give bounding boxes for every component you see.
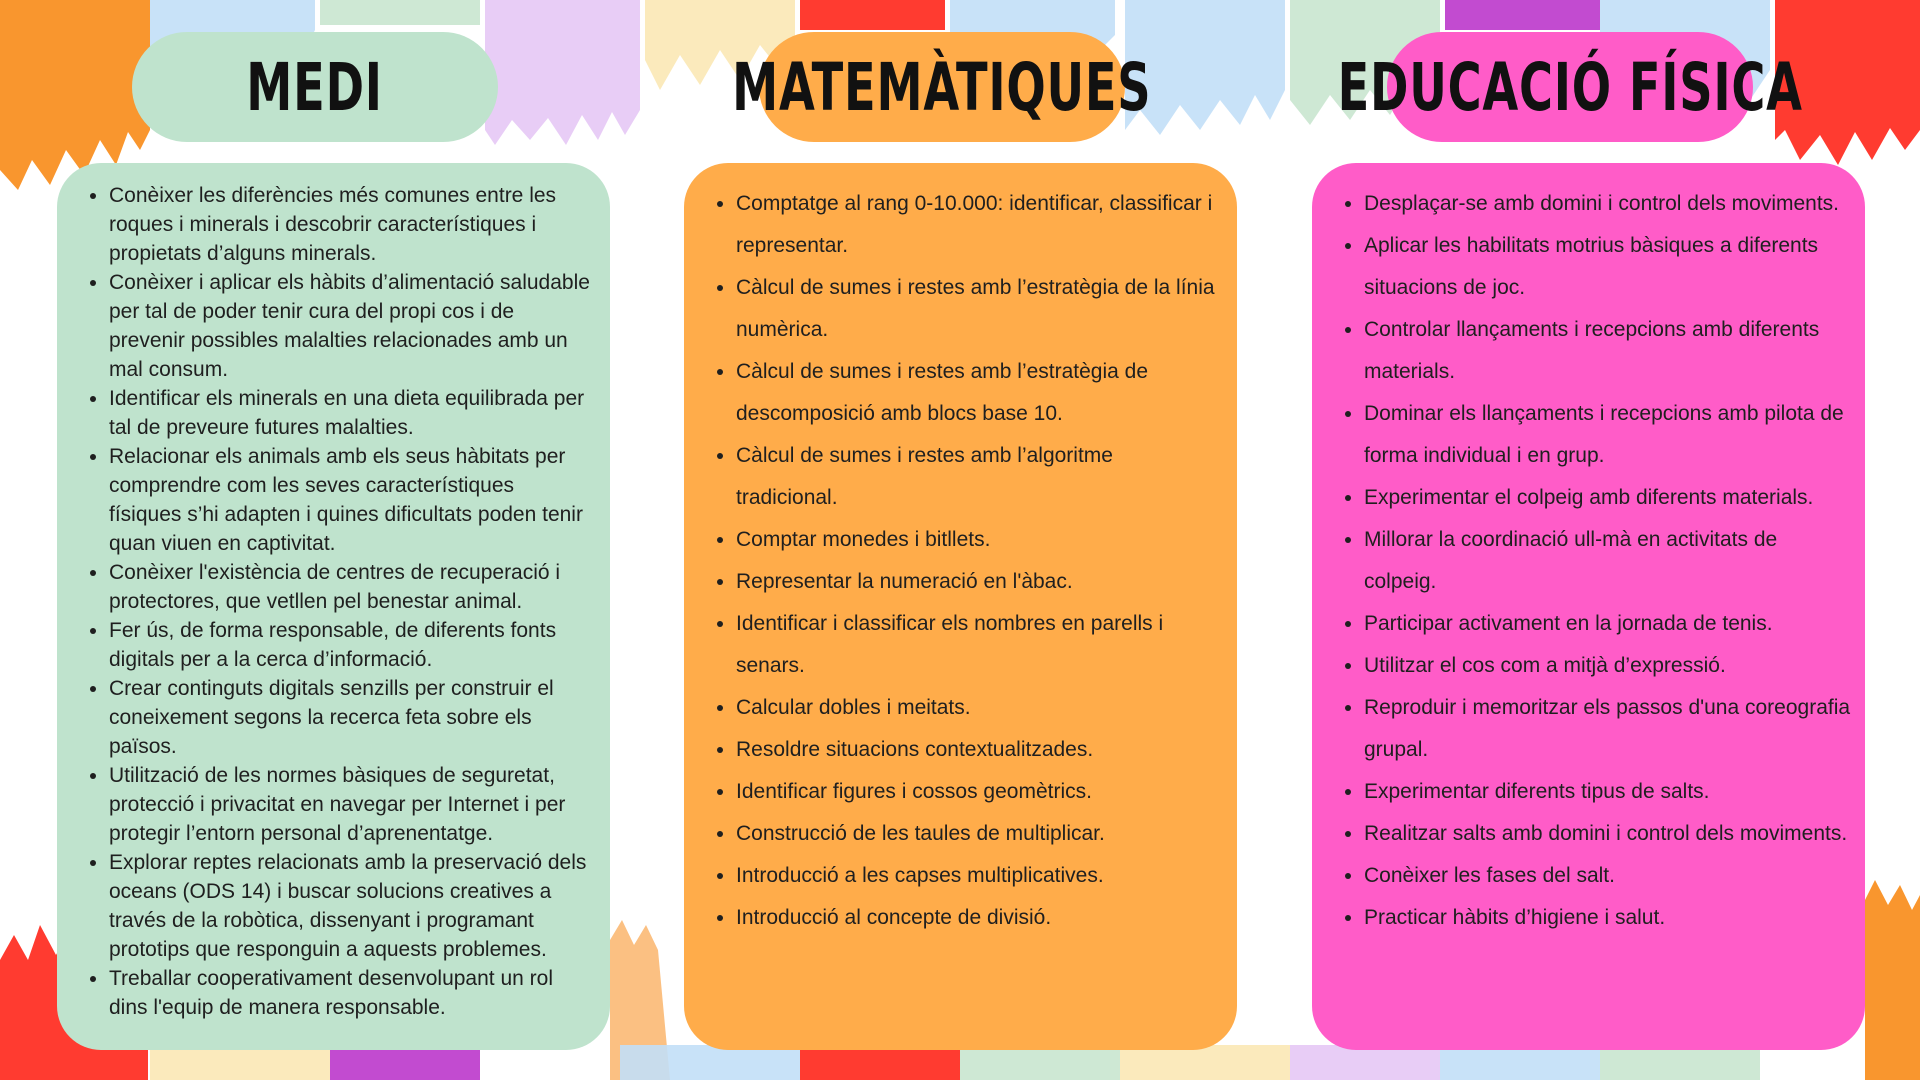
brush-stroke — [1440, 1045, 1600, 1080]
list-item: • Relacionar els animals amb els seus hàbitats per comprendre com les seves característiques físiques s’hi adapten i quines dificultats poden tenir quan viuen en captivitat. — [109, 442, 592, 558]
list-item: • Identificar figures i cossos geomètrics. — [736, 771, 1219, 813]
educacio-fisica-panel — [1312, 163, 1865, 1050]
matematiques-objectives-list — [688, 183, 1219, 939]
list-item: • Càlcul de sumes i restes amb l’algoritme tradicional. — [736, 435, 1219, 519]
list-item: • Reproduir i memoritzar els passos d'una coreografia grupal. — [1364, 687, 1851, 771]
list-item: • Resoldre situacions contextualitzades. — [736, 729, 1219, 771]
list-item: • Experimentar diferents tipus de salts. — [1364, 771, 1851, 813]
list-item: • Treballar cooperativament desenvolupant un rol dins l'equip de manera responsable. — [109, 964, 592, 1022]
list-item: • Càlcul de sumes i restes amb l’estratègia de la línia numèrica. — [736, 267, 1219, 351]
medi-title — [132, 32, 498, 142]
list-item: • Construcció de les taules de multiplicar. — [736, 813, 1219, 855]
list-item: • Representar la numeració en l'àbac. — [736, 561, 1219, 603]
matematiques-title-text: MATEMÀTIQUES — [732, 48, 1152, 126]
list-item: • Utilitzar el cos com a mitjà d’expressió. — [1364, 645, 1851, 687]
list-item: • Comptatge al rang 0-10.000: identificar, classificar i representar. — [736, 183, 1219, 267]
brush-stroke — [320, 0, 480, 25]
list-item: • Calcular dobles i meitats. — [736, 687, 1219, 729]
brush-stroke — [620, 1045, 800, 1080]
brush-stroke — [485, 0, 640, 145]
medi-objectives-list — [61, 181, 592, 1022]
list-item: • Practicar hàbits d’higiene i salut. — [1364, 897, 1851, 939]
list-item: • Introducció a les capses multiplicatives. — [736, 855, 1219, 897]
brush-stroke — [1290, 1045, 1440, 1080]
brush-stroke — [150, 1045, 330, 1080]
list-item: • Fer ús, de forma responsable, de diferents fonts digitals per a la cerca d’informació. — [109, 616, 592, 674]
medi-panel — [57, 163, 610, 1050]
list-item: • Identificar i classificar els nombres en parells i senars. — [736, 603, 1219, 687]
list-item: • Conèixer l'existència de centres de recuperació i protectores, que vetllen pel benestar animal. — [109, 558, 592, 616]
list-item: • Introducció al concepte de divisió. — [736, 897, 1219, 939]
list-item: • Aplicar les habilitats motrius bàsiques a diferents situacions de joc. — [1364, 225, 1851, 309]
list-item: • Conèixer i aplicar els hàbits d’alimentació saludable per tal de poder tenir cura del propi cos i de prevenir possibles malalties relacionades amb un mal consum. — [109, 268, 592, 384]
matematiques-panel — [684, 163, 1237, 1050]
list-item: • Experimentar el colpeig amb diferents materials. — [1364, 477, 1851, 519]
list-item: • Participar activament en la jornada de tenis. — [1364, 603, 1851, 645]
list-item: • Dominar els llançaments i recepcions amb pilota de forma individual i en grup. — [1364, 393, 1851, 477]
brush-stroke — [800, 1045, 960, 1080]
educacio-fisica-title-text: EDUCACIÓ FÍSICA — [1337, 48, 1803, 126]
brush-stroke — [0, 0, 150, 190]
brush-stroke — [1445, 0, 1600, 30]
list-item: • Comptar monedes i bitllets. — [736, 519, 1219, 561]
brush-stroke — [1600, 1045, 1760, 1080]
list-item: • Conèixer les diferències més comunes entre les roques i minerals i descobrir característiques i propietats d’alguns minerals. — [109, 181, 592, 268]
list-item: • Conèixer les fases del salt. — [1364, 855, 1851, 897]
brush-stroke — [1120, 1045, 1290, 1080]
list-item: • Identificar els minerals en una dieta equilibrada per tal de preveure futures malalties. — [109, 384, 592, 442]
list-item: • Explorar reptes relacionats amb la preservació dels oceans (ODS 14) i buscar solucions creatives a través de la robòtica, dissenyant i programant prototips que responguin a aquests problemes. — [109, 848, 592, 964]
list-item: • Millorar la coordinació ull-mà en activitats de colpeig. — [1364, 519, 1851, 603]
brush-stroke — [1865, 880, 1920, 1080]
list-item: • Crear continguts digitals senzills per construir el coneixement segons la recerca feta sobre els països. — [109, 674, 592, 761]
medi-title-text: MEDI — [246, 48, 384, 126]
matematiques-title — [732, 32, 1152, 142]
brush-stroke — [800, 0, 945, 30]
list-item: • Controlar llançaments i recepcions amb diferents materials. — [1364, 309, 1851, 393]
list-item: • Realitzar salts amb domini i control dels moviments. — [1364, 813, 1851, 855]
brush-stroke — [330, 1045, 480, 1080]
brush-stroke — [960, 1045, 1120, 1080]
list-item: • Càlcul de sumes i restes amb l’estratègia de descomposició amb blocs base 10. — [736, 351, 1219, 435]
educacio-fisica-objectives-list — [1316, 183, 1851, 939]
educacio-fisica-title — [1337, 32, 1803, 142]
list-item: • Desplaçar-se amb domini i control dels moviments. — [1364, 183, 1851, 225]
list-item: • Utilització de les normes bàsiques de seguretat, protecció i privacitat en navegar per Internet i per protegir l’entorn personal d’aprenentatge. — [109, 761, 592, 848]
